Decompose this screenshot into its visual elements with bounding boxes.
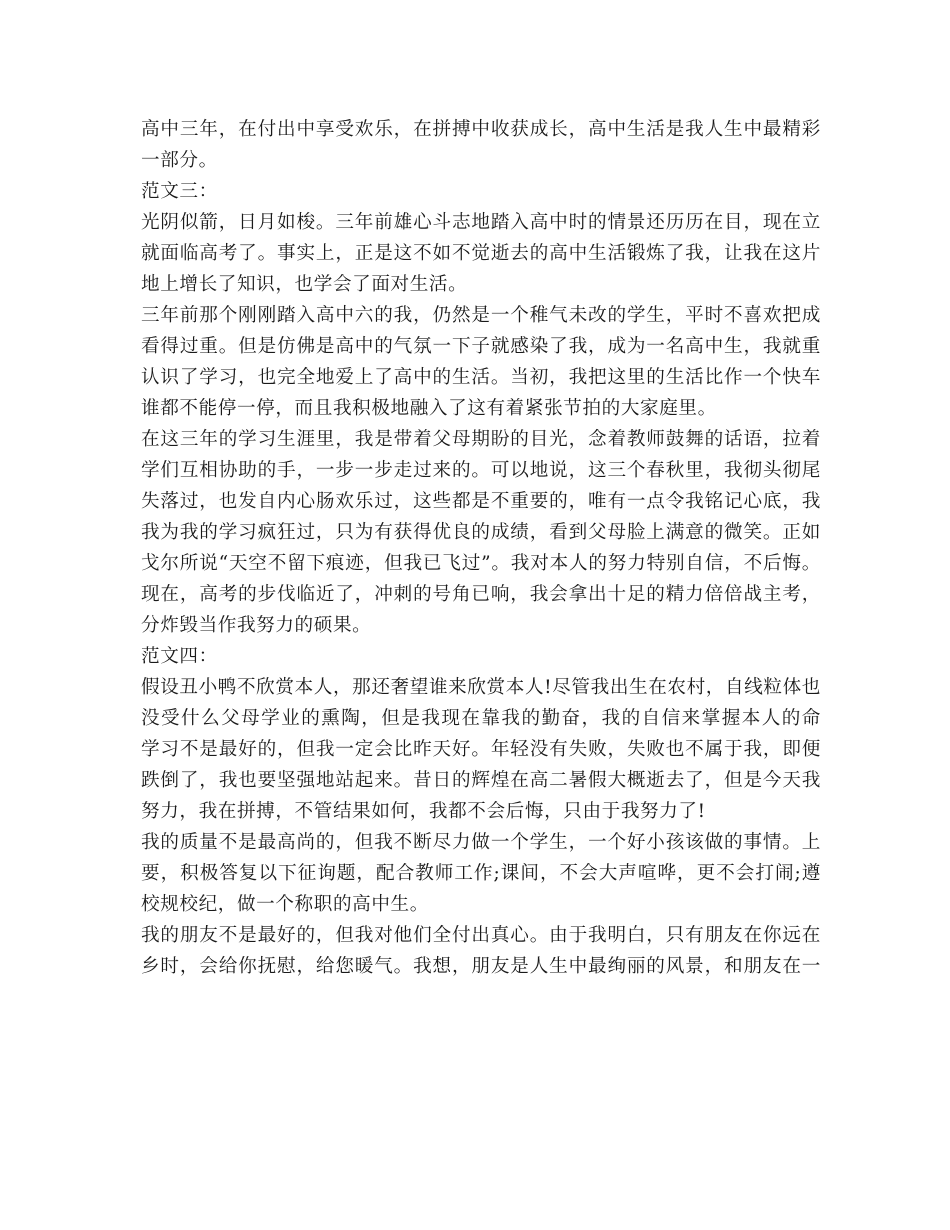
text-line: 就面临高考了。事实上，正是这不如不觉逝去的高中生活锻炼了我，让我在这片: [141, 243, 821, 264]
text-line: 范文三：: [141, 181, 218, 202]
text-line: 乡时，会给你抚慰，给您暖气。我想，朋友是人生中最绚丽的风景，和朋友在一: [141, 956, 821, 977]
text-line: 学习不是最好的，但我一定会比昨天好。年轻没有失败，失败也不属于我，即便: [141, 739, 821, 760]
text-line: 看得过重。但是仿佛是高中的气氛一下子就感染了我，成为一名高中生，我就重: [141, 336, 821, 357]
text-line: 地上增长了知识，也学会了面对生活。: [141, 274, 468, 295]
text-line: 三年前那个刚刚踏入高中六的我，仍然是一个稚气未改的学生，平时不喜欢把成: [141, 305, 821, 326]
text-line: 我为我的学习疯狂过，只为有获得优良的成绩，看到父母脸上满意的微笑。正如: [141, 522, 821, 543]
text-line: 在这三年的学习生涯里，我是带着父母期盼的目光，念着教师鼓舞的话语，拉着: [141, 429, 821, 450]
text-line: 范文四：: [141, 646, 218, 667]
document-body: [141, 114, 821, 982]
text-line: 失落过，也发自内心肠欢乐过，这些都是不重要的，唯有一点令我铭记心底，我: [141, 491, 821, 512]
text-line: 我的朋友不是最好的，但我对他们全付出真心。由于我明白，只有朋友在你远在: [141, 925, 821, 946]
text-line: 光阴似箭，日月如梭。三年前雄心斗志地踏入高中时的情景还历历在目，现在立: [141, 212, 821, 233]
text-line: 没受什么父母学业的熏陶，但是我现在靠我的勤奋，我的自信来掌握本人的命: [141, 708, 821, 729]
text-line: 努力，我在拼搏，不管结果如何，我都不会后悔，只由于我努力了!: [141, 801, 706, 822]
text-line: 校规校纪，做一个称职的高中生。: [141, 894, 429, 915]
text-line: 谁都不能停一停，而且我积极地融入了这有着紧张节拍的大家庭里。: [141, 398, 717, 419]
text-line: 戈尔所说“天空不留下痕迹，但我已飞过”。我对本人的努力特别自信，不后悔。: [141, 553, 821, 574]
text-line: 我的质量不是最高尚的，但我不断尽力做一个学生，一个好小孩该做的事情。上: [141, 832, 821, 853]
text-line: 跌倒了，我也要坚强地站起来。昔日的辉煌在高二暑假大概逝去了，但是今天我: [141, 770, 821, 791]
text-line: 分炸毁当作我努力的硕果。: [141, 615, 372, 636]
text-line: 一部分。: [141, 150, 218, 171]
text-line: 高中三年，在付出中享受欢乐，在拼搏中收获成长，高中生活是我人生中最精彩: [141, 119, 821, 140]
text-line: 要，积极答复以下征询题，配合教师工作;课间，不会大声喧哗，更不会打闹;遵: [141, 863, 821, 884]
text-line: 假设丑小鸭不欣赏本人，那还奢望谁来欣赏本人!尽管我出生在农村，自线粒体也: [141, 677, 821, 698]
text-line: 学们互相协助的手，一步一步走过来的。可以地说，这三个春秋里，我彻头彻尾: [141, 460, 821, 481]
text-line: 现在，高考的步伐临近了，冲刺的号角已响，我会拿出十足的精力倍倍战主考，: [141, 584, 821, 605]
text-line: 认识了学习，也完全地爱上了高中的生活。当初，我把这里的生活比作一个快车: [141, 367, 821, 388]
